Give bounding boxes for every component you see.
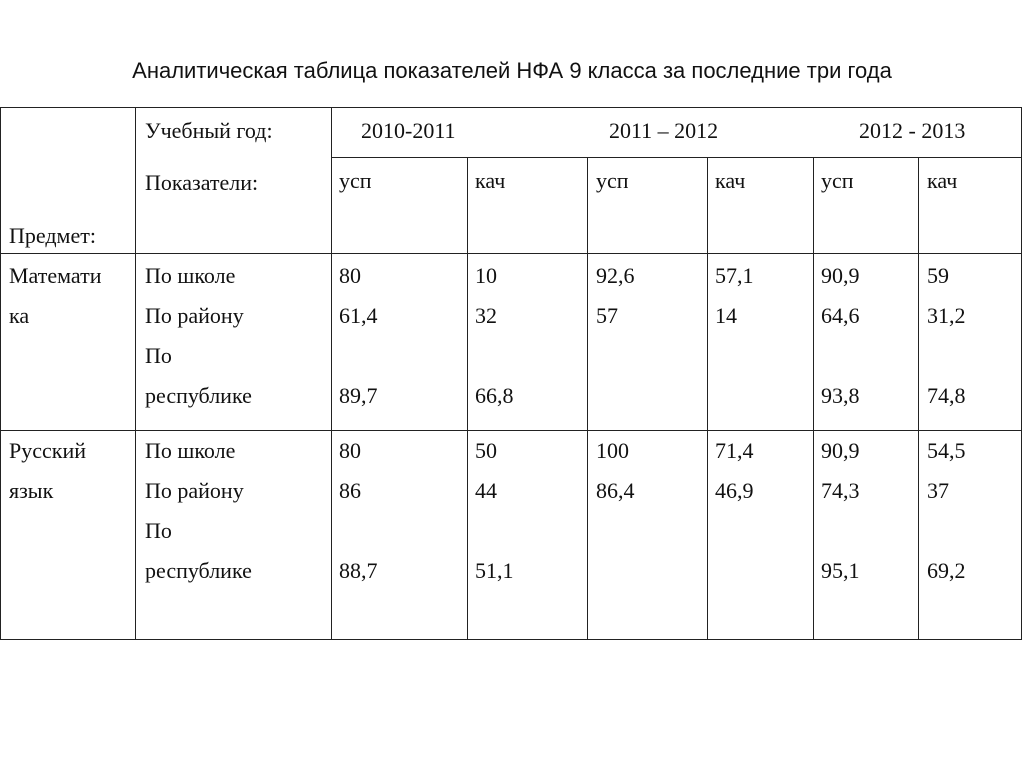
level-text: По: [145, 343, 172, 368]
value: [927, 511, 966, 551]
year-2010-2011: 2010-2011: [361, 118, 456, 143]
value: 74,3: [821, 478, 860, 503]
value-cell: [927, 431, 966, 591]
value-cell: [475, 431, 514, 591]
value: [715, 511, 754, 551]
value: 69,2: [927, 558, 966, 583]
value: 59: [927, 263, 949, 288]
value: 89,7: [339, 383, 378, 408]
level-text: По школе: [145, 438, 236, 463]
value: 90,9: [821, 438, 860, 463]
value: [596, 336, 635, 376]
value: 66,8: [475, 383, 514, 408]
year-header: Учебный год:: [145, 118, 273, 143]
value: 88,7: [339, 558, 378, 583]
year-2011-2012: 2011 – 2012: [609, 118, 719, 143]
grid-line: [1, 253, 1021, 254]
value: 50: [475, 438, 497, 463]
value: 92,6: [596, 263, 635, 288]
value: 90,9: [821, 263, 860, 288]
value-cell: [475, 256, 514, 416]
value-cell: [596, 256, 635, 416]
value: 31,2: [927, 303, 966, 328]
value: [339, 336, 378, 376]
value: [715, 336, 754, 376]
subject-text: язык: [9, 478, 54, 503]
value: 57: [596, 303, 618, 328]
subject-header: Предмет:: [9, 223, 96, 248]
sub-header: кач: [475, 168, 506, 193]
value: [821, 511, 860, 551]
year-2012-2013: 2012 - 2013: [859, 118, 966, 143]
value: 100: [596, 438, 629, 463]
value: 74,8: [927, 383, 966, 408]
value-cell: [821, 256, 860, 416]
value: 61,4: [339, 303, 378, 328]
value: [927, 336, 966, 376]
value: [821, 336, 860, 376]
value: 14: [715, 303, 737, 328]
value: 57,1: [715, 263, 754, 288]
value: 64,6: [821, 303, 860, 328]
sub-header: усп: [821, 168, 854, 193]
value: [475, 336, 514, 376]
value: 54,5: [927, 438, 966, 463]
value-cell: [715, 256, 754, 416]
value: 51,1: [475, 558, 514, 583]
value: 86,4: [596, 478, 635, 503]
grid-line: [331, 157, 1021, 158]
value: 46,9: [715, 478, 754, 503]
value-cell: [821, 431, 860, 591]
level-text: По району: [145, 478, 244, 503]
value: 37: [927, 478, 949, 503]
value-cell: [339, 431, 378, 591]
value-cell: [339, 256, 378, 416]
value-cell: [596, 431, 635, 591]
level-text: По: [145, 518, 172, 543]
value: 44: [475, 478, 497, 503]
level-text: По школе: [145, 263, 236, 288]
level-text: республике: [145, 558, 252, 583]
indicators-table: [0, 107, 1022, 640]
value: 93,8: [821, 383, 860, 408]
level-cell: [145, 256, 252, 416]
value-cell: [715, 431, 754, 591]
value: [596, 511, 635, 551]
subject-text: Русский: [9, 438, 86, 463]
grid-line: [467, 157, 468, 639]
subject-cell: [9, 431, 86, 511]
value: [715, 376, 754, 416]
grid-line: [135, 108, 136, 639]
grid-line: [587, 157, 588, 639]
value: 86: [339, 478, 361, 503]
value: [715, 551, 754, 591]
subject-text: ка: [9, 303, 30, 328]
subject-text: Математи: [9, 263, 102, 288]
sub-header: кач: [715, 168, 746, 193]
value: 10: [475, 263, 497, 288]
value: 32: [475, 303, 497, 328]
sub-header: кач: [927, 168, 958, 193]
grid-line: [331, 108, 332, 639]
grid-line: [707, 157, 708, 639]
value: [596, 551, 635, 591]
value: 80: [339, 263, 361, 288]
value: [475, 511, 514, 551]
value: [339, 511, 378, 551]
grid-line: [813, 157, 814, 639]
value-cell: [927, 256, 966, 416]
sub-header: усп: [596, 168, 629, 193]
grid-line: [918, 157, 919, 639]
value: 71,4: [715, 438, 754, 463]
sub-header: усп: [339, 168, 372, 193]
level-cell: [145, 431, 252, 591]
value: 80: [339, 438, 361, 463]
page-title: Аналитическая таблица показателей НФА 9 класса за последние три года: [132, 58, 892, 83]
value: 95,1: [821, 558, 860, 583]
value: [596, 376, 635, 416]
indicators-header: Показатели:: [145, 170, 259, 195]
subject-cell: [9, 256, 102, 336]
level-text: республике: [145, 383, 252, 408]
level-text: По району: [145, 303, 244, 328]
